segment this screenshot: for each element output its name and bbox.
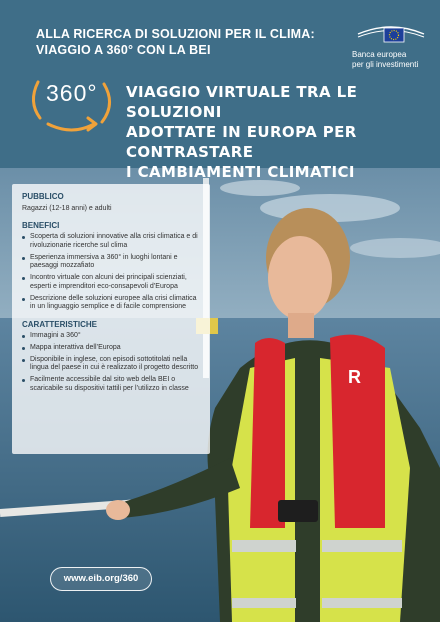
- list-item: Immagini a 360°: [22, 332, 200, 341]
- logo-line1: Banca europea: [352, 50, 407, 59]
- eib-logo-text: [352, 50, 438, 70]
- svg-text:R: R: [348, 367, 361, 387]
- caratteristiche-list: [22, 332, 200, 394]
- badge-360-label: 360°: [46, 80, 98, 106]
- headline: [126, 82, 426, 182]
- headline-line2: ADOTTATE IN EUROPA PER CONTRASTARE: [126, 123, 357, 161]
- website-link[interactable]: www.eib.org/360: [50, 567, 152, 591]
- list-item: Mappa interattiva dell’Europa: [22, 344, 200, 353]
- list-item: Esperienza immersiva a 360° in luoghi lontani e paesaggi mozzafiato: [22, 254, 200, 271]
- headline-line3: I CAMBIAMENTI CLIMATICI: [126, 163, 355, 181]
- logo-line2: per gli investimenti: [352, 60, 419, 69]
- section-text: Ragazzi (12-18 anni) e adulti: [22, 205, 112, 212]
- section-title: BENEFICI: [22, 221, 60, 230]
- section-title: PUBBLICO: [22, 192, 64, 201]
- list-item: Scoperta di soluzioni innovative alla crisi climatica e di rivoluzionarie ricerche sul clima: [22, 233, 200, 250]
- section-title: CARATTERISTICHE: [22, 319, 97, 329]
- section-pubblico: [22, 192, 200, 213]
- info-panel: [12, 184, 210, 454]
- list-item: Disponibile in inglese, con episodi sottotitolati nella lingua del paese in cui è realizzato il progetto descritto: [22, 356, 200, 373]
- section-caratteristiche: [22, 320, 200, 394]
- list-item: Facilmente accessibile dal sito web della BEI o scaricabile su dispositivi tattili per l’utilizzo in classe: [22, 376, 200, 393]
- header-title-line2: VIAGGIO A 360° CON LA BEI: [36, 43, 211, 57]
- section-benefici: [22, 221, 200, 312]
- benefici-list: [22, 233, 200, 312]
- list-item: Descrizione delle soluzioni europee alla crisi climatica in un linguaggio semplice e di facile comprensione: [22, 295, 200, 312]
- list-item: Incontro virtuale con alcuni dei principali scienziati, esperti e imprenditori eco-consapevoli d’Europa: [22, 274, 200, 291]
- header-title-line1: ALLA RICERCA DI SOLUZIONI PER IL CLIMA:: [36, 27, 315, 41]
- header-title: [36, 26, 316, 58]
- headline-line1: VIAGGIO VIRTUALE TRA LE SOLUZIONI: [126, 83, 358, 121]
